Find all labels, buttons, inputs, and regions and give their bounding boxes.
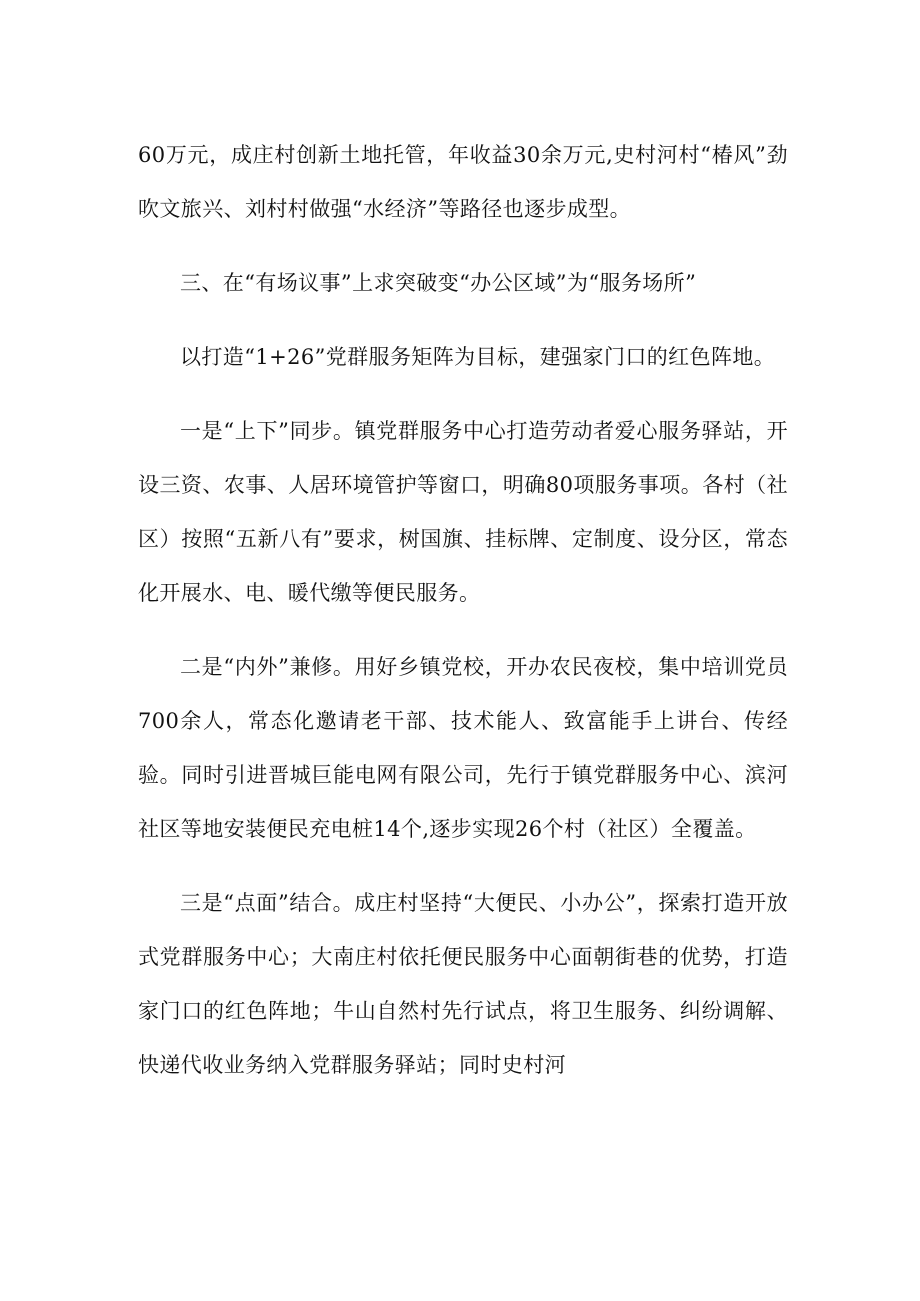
paragraph-continuation: 60万元，成庄村创新土地托管，年收益30余万元,史村河村“椿风”劲吹文旅兴、刘村村做强“水经济”等路径也逐步成型。 bbox=[138, 143, 788, 221]
section-heading: 三、在“有场议事”上求突破变“办公区域”为“服务场所” bbox=[180, 271, 697, 295]
paragraph-point-one: 一是“上下”同步。镇党群服务中心打造劳动者爱心服务驿站，开设三资、农事、人居环境管护等窗口，明确80项服务事项。各村（社区）按照“五新八有”要求，树国旗、挂标牌、定制度、设分区，常态化开展水、电、暖代缴等便民服务。 bbox=[138, 419, 788, 605]
paragraph-point-three: 三是“点面”结合。成庄村坚持“大便民、小办公”，探索打造开放式党群服务中心；大南庄村依托便民服务中心面朝街巷的优势，打造家门口的红色阵地；牛山自然村先行试点，将卫生服务、纠纷调解、快递代收业务纳入党群服务驿站；同时史村河 bbox=[138, 891, 788, 1077]
paragraph-point-two: 二是“内外”兼修。用好乡镇党校，开办农民夜校，集中培训党员700余人，常态化邀请老干部、技术能人、致富能手上讲台、传经验。同时引进晋城巨能电网有限公司，先行于镇党群服务中心、滨河社区等地安装便民充电桩14个,逐步实现26个村（社区）全覆盖。 bbox=[138, 655, 788, 841]
paragraph-intro: 以打造“1+26”党群服务矩阵为目标，建强家门口的红色阵地。 bbox=[180, 345, 776, 369]
document-body bbox=[138, 128, 788, 1092]
